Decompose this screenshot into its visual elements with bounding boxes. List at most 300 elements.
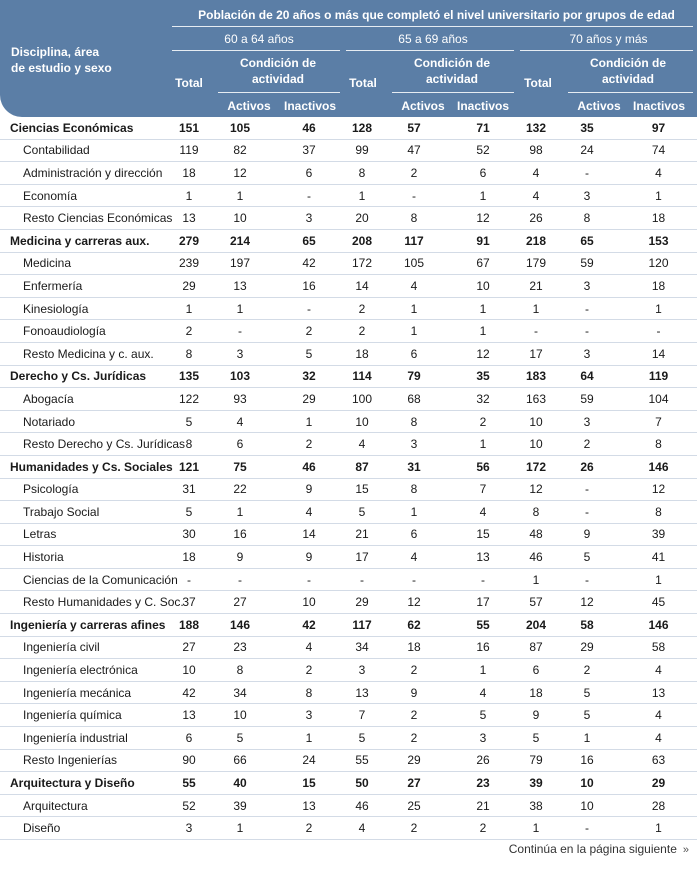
table-cell: 98	[518, 139, 554, 162]
table-cell: 12	[448, 342, 518, 365]
table-cell: 1	[620, 568, 697, 591]
category-row	[0, 365, 697, 388]
table-cell: 214	[206, 229, 274, 252]
table-cell: 55	[344, 749, 380, 772]
table-row	[0, 727, 697, 750]
table-cell: 10	[344, 410, 380, 433]
table-cell: 5	[554, 681, 620, 704]
table-row	[0, 817, 697, 840]
table-cell: 135	[172, 365, 206, 388]
table-cell: 8	[554, 207, 620, 230]
table-cell: 41	[620, 546, 697, 569]
total-label-3: Total	[524, 76, 552, 90]
table-cell: 2	[448, 817, 518, 840]
inactivos-label-1: Inactivos	[283, 99, 337, 113]
table-cell: 7	[344, 704, 380, 727]
table-cell: 1	[518, 297, 554, 320]
table-cell: 13	[172, 704, 206, 727]
table-row	[0, 252, 697, 275]
table-cell: 8	[380, 410, 448, 433]
row-label-line1: Disciplina, área	[11, 45, 100, 59]
table-cell: 104	[620, 388, 697, 411]
table-cell: 4	[344, 433, 380, 456]
row-label: Notariado	[0, 410, 172, 433]
table-cell: 2	[380, 817, 448, 840]
condicion-label-1b: actividad	[251, 72, 305, 86]
table-cell: 8	[172, 342, 206, 365]
table-cell: 29	[172, 275, 206, 298]
table-row	[0, 568, 697, 591]
table-row	[0, 184, 697, 207]
table-cell: 1	[274, 727, 344, 750]
table-cell: 55	[448, 614, 518, 637]
table-cell: 2	[380, 162, 448, 185]
table-cell: 99	[344, 139, 380, 162]
table-cell: 4	[620, 704, 697, 727]
table-cell: -	[554, 568, 620, 591]
table-cell: 16	[448, 636, 518, 659]
table-cell: 119	[172, 139, 206, 162]
table-cell: 9	[274, 478, 344, 501]
super-title: Población de 20 años o más que completó el nivel universitario por grupos de edad	[198, 8, 675, 22]
table-cell: 2	[274, 433, 344, 456]
table-cell: 218	[518, 229, 554, 252]
row-label: Medicina	[0, 252, 172, 275]
table-cell: 6	[172, 727, 206, 750]
table-cell: 8	[344, 162, 380, 185]
category-row	[0, 614, 697, 637]
table-cell: 1	[172, 297, 206, 320]
table-cell: 2	[554, 659, 620, 682]
table-cell: 4	[518, 162, 554, 185]
row-label: Enfermería	[0, 275, 172, 298]
table-cell: 39	[620, 523, 697, 546]
group-divider-1	[172, 50, 340, 51]
condicion-label-3b: actividad	[601, 72, 655, 86]
table-cell: 117	[344, 614, 380, 637]
table-cell: 1	[448, 184, 518, 207]
table-cell: 65	[274, 229, 344, 252]
table-cell: -	[518, 320, 554, 343]
table-cell: 279	[172, 229, 206, 252]
table-cell: 13	[206, 275, 274, 298]
table-cell: 32	[274, 365, 344, 388]
table-row	[0, 794, 697, 817]
table-cell: 1	[274, 410, 344, 433]
row-label: Ingeniería y carreras afines	[0, 614, 172, 637]
table-row	[0, 320, 697, 343]
table-cell: 13	[172, 207, 206, 230]
table-cell: 18	[380, 636, 448, 659]
table-cell: 14	[274, 523, 344, 546]
table-cell: 12	[554, 591, 620, 614]
condicion-label-2a: Condición de	[414, 56, 490, 70]
table-cell: 239	[172, 252, 206, 275]
table-cell: 71	[448, 117, 518, 139]
table-cell: 16	[554, 749, 620, 772]
table-cell: 4	[620, 727, 697, 750]
row-label: Ingeniería civil	[0, 636, 172, 659]
table-cell: 146	[206, 614, 274, 637]
table-cell: 122	[172, 388, 206, 411]
table-cell: 15	[344, 478, 380, 501]
table-cell: 37	[274, 139, 344, 162]
table-cell: 13	[274, 794, 344, 817]
group-title-65-69: 65 a 69 años	[398, 32, 468, 46]
table-cell: 1	[554, 727, 620, 750]
table-cell: 1	[206, 501, 274, 524]
table-cell: 79	[518, 749, 554, 772]
table-cell: 14	[620, 342, 697, 365]
table-cell: 27	[172, 636, 206, 659]
table-cell: 29	[380, 749, 448, 772]
table-cell: 4	[274, 501, 344, 524]
table-cell: 90	[172, 749, 206, 772]
table-cell: 6	[448, 162, 518, 185]
row-label: Resto Derecho y Cs. Jurídicas	[0, 433, 172, 456]
table-cell: 2	[274, 659, 344, 682]
table-cell: 75	[206, 455, 274, 478]
table-cell: 6	[380, 342, 448, 365]
table-cell: 68	[380, 388, 448, 411]
table-cell: 58	[554, 614, 620, 637]
table-row	[0, 546, 697, 569]
table-cell: 172	[344, 252, 380, 275]
row-label: Resto Humanidades y C. Soc.	[0, 591, 172, 614]
table-cell: 66	[206, 749, 274, 772]
table-cell: 151	[172, 117, 206, 139]
table-row	[0, 749, 697, 772]
table-cell: 1	[172, 184, 206, 207]
table-row	[0, 388, 697, 411]
table-cell: 1	[380, 320, 448, 343]
category-row	[0, 772, 697, 795]
table-cell: -	[380, 184, 448, 207]
table-cell: 29	[620, 772, 697, 795]
table-row	[0, 297, 697, 320]
table-cell: 12	[206, 162, 274, 185]
table-cell: 6	[380, 523, 448, 546]
table-cell: 1	[448, 433, 518, 456]
table-cell: 14	[344, 275, 380, 298]
table-cell: -	[274, 297, 344, 320]
table-cell: 179	[518, 252, 554, 275]
table-row	[0, 591, 697, 614]
table-cell: 163	[518, 388, 554, 411]
table-cell: -	[274, 184, 344, 207]
table-cell: 58	[620, 636, 697, 659]
condicion-label-2b: actividad	[425, 72, 479, 86]
table-cell: 132	[518, 117, 554, 139]
data-table	[0, 117, 697, 840]
table-cell: 8	[206, 659, 274, 682]
table-cell: 52	[172, 794, 206, 817]
table-row	[0, 681, 697, 704]
table-cell: 63	[620, 749, 697, 772]
table-cell: 97	[620, 117, 697, 139]
table-cell: 3	[344, 659, 380, 682]
table-cell: -	[206, 568, 274, 591]
table-cell: 6	[518, 659, 554, 682]
row-label: Arquitectura	[0, 794, 172, 817]
total-label-1: Total	[175, 76, 203, 90]
table-cell: 35	[448, 365, 518, 388]
table-cell: 59	[554, 388, 620, 411]
table-cell: 42	[274, 614, 344, 637]
table-cell: 4	[518, 184, 554, 207]
table-row	[0, 433, 697, 456]
table-cell: 22	[206, 478, 274, 501]
table-cell: 79	[380, 365, 448, 388]
table-cell: 1	[206, 184, 274, 207]
table-cell: 42	[274, 252, 344, 275]
table-cell: 12	[620, 478, 697, 501]
table-cell: 18	[620, 207, 697, 230]
table-cell: -	[554, 297, 620, 320]
table-cell: 17	[518, 342, 554, 365]
table-cell: 18	[518, 681, 554, 704]
table-cell: -	[380, 568, 448, 591]
table-cell: 18	[172, 546, 206, 569]
table-row	[0, 636, 697, 659]
table-cell: 9	[518, 704, 554, 727]
group-divider-2	[346, 50, 514, 51]
table-cell: 26	[554, 455, 620, 478]
activos-label-1: Activos	[227, 99, 271, 113]
table-cell: 4	[380, 275, 448, 298]
table-cell: 55	[172, 772, 206, 795]
row-label: Ciencias de la Comunicación	[0, 568, 172, 591]
table-cell: 146	[620, 455, 697, 478]
continue-text: Continúa en la página siguiente	[508, 842, 677, 856]
row-label: Administración y dirección	[0, 162, 172, 185]
table-row	[0, 523, 697, 546]
table-cell: 5	[274, 342, 344, 365]
row-label: Abogacía	[0, 388, 172, 411]
table-cell: 3	[554, 410, 620, 433]
table-cell: 87	[344, 455, 380, 478]
table-cell: 10	[172, 659, 206, 682]
table-cell: 4	[380, 546, 448, 569]
table-cell: 3	[448, 727, 518, 750]
table-cell: 29	[344, 591, 380, 614]
row-label: Humanidades y Cs. Sociales	[0, 455, 172, 478]
table-cell: 13	[344, 681, 380, 704]
table-cell: 1	[380, 501, 448, 524]
table-row	[0, 275, 697, 298]
table-cell: 37	[172, 591, 206, 614]
inactivos-label-2: Inactivos	[456, 99, 510, 113]
table-cell: 42	[172, 681, 206, 704]
table-header	[0, 0, 697, 117]
table-cell: 114	[344, 365, 380, 388]
table-cell: 2	[274, 320, 344, 343]
row-label: Letras	[0, 523, 172, 546]
table-cell: 39	[518, 772, 554, 795]
table-cell: 8	[380, 207, 448, 230]
table-cell: 3	[554, 342, 620, 365]
category-row	[0, 229, 697, 252]
table-cell: 2	[380, 704, 448, 727]
table-cell: 5	[344, 727, 380, 750]
table-cell: 1	[620, 184, 697, 207]
table-cell: 48	[518, 523, 554, 546]
table-cell: 4	[448, 501, 518, 524]
table-cell: 13	[620, 681, 697, 704]
table-cell: 121	[172, 455, 206, 478]
row-label-line2: de estudio y sexo	[11, 61, 112, 75]
table-cell: 46	[274, 117, 344, 139]
table-cell: 24	[274, 749, 344, 772]
table-cell: 28	[620, 794, 697, 817]
table-cell: 15	[448, 523, 518, 546]
table-cell: 3	[554, 275, 620, 298]
table-cell: 2	[172, 320, 206, 343]
category-row	[0, 117, 697, 139]
table-cell: 204	[518, 614, 554, 637]
table-row	[0, 478, 697, 501]
row-label: Ciencias Económicas	[0, 117, 172, 139]
table-cell: 87	[518, 636, 554, 659]
table-row	[0, 704, 697, 727]
table-cell: 91	[448, 229, 518, 252]
table-cell: 32	[448, 388, 518, 411]
table-cell: 26	[518, 207, 554, 230]
table-cell: 1	[206, 297, 274, 320]
table-cell: 5	[554, 704, 620, 727]
table-cell: 1	[518, 817, 554, 840]
table-cell: 5	[172, 501, 206, 524]
table-cell: 10	[554, 794, 620, 817]
table-row	[0, 501, 697, 524]
table-cell: 10	[206, 207, 274, 230]
row-label: Resto Medicina y c. aux.	[0, 342, 172, 365]
table-cell: 5	[448, 704, 518, 727]
table-cell: 183	[518, 365, 554, 388]
table-cell: 1	[448, 659, 518, 682]
table-cell: 46	[274, 455, 344, 478]
table-cell: 2	[380, 659, 448, 682]
table-cell: 18	[620, 275, 697, 298]
table-cell: 16	[274, 275, 344, 298]
table-cell: 40	[206, 772, 274, 795]
table-cell: 7	[620, 410, 697, 433]
table-cell: 67	[448, 252, 518, 275]
table-cell: 1	[620, 817, 697, 840]
table-cell: 8	[518, 501, 554, 524]
table-cell: 105	[206, 117, 274, 139]
table-cell: 2	[344, 297, 380, 320]
row-label: Ingeniería química	[0, 704, 172, 727]
table-cell: -	[206, 320, 274, 343]
row-label: Economía	[0, 184, 172, 207]
table-cell: 15	[274, 772, 344, 795]
table-cell: -	[448, 568, 518, 591]
row-label: Arquitectura y Diseño	[0, 772, 172, 795]
table-cell: 59	[554, 252, 620, 275]
table-cell: 18	[172, 162, 206, 185]
table-cell: 10	[518, 433, 554, 456]
row-label: Derecho y Cs. Jurídicas	[0, 365, 172, 388]
table-row	[0, 139, 697, 162]
table-cell: 146	[620, 614, 697, 637]
row-label: Historia	[0, 546, 172, 569]
table-cell: -	[554, 162, 620, 185]
table-cell: 34	[344, 636, 380, 659]
table-cell: 105	[380, 252, 448, 275]
row-label: Diseño	[0, 817, 172, 840]
table-cell: 5	[344, 501, 380, 524]
table-cell: 62	[380, 614, 448, 637]
table-row	[0, 659, 697, 682]
table-cell: 172	[518, 455, 554, 478]
table-cell: 8	[620, 501, 697, 524]
table-cell: -	[344, 568, 380, 591]
group-title-70-plus: 70 años y más	[569, 32, 648, 46]
table-cell: 34	[206, 681, 274, 704]
table-cell: 10	[274, 591, 344, 614]
table-cell: 30	[172, 523, 206, 546]
table-cell: 4	[620, 162, 697, 185]
continue-note	[509, 842, 689, 856]
table-cell: 12	[380, 591, 448, 614]
group-title-60-64: 60 a 64 años	[224, 32, 294, 46]
table-cell: 46	[344, 794, 380, 817]
condicion-label-1a: Condición de	[240, 56, 316, 70]
table-cell: 119	[620, 365, 697, 388]
table-cell: 3	[206, 342, 274, 365]
table-cell: 2	[554, 433, 620, 456]
table-cell: -	[620, 320, 697, 343]
table-cell: 208	[344, 229, 380, 252]
table-cell: 9	[274, 546, 344, 569]
table-cell: 4	[448, 681, 518, 704]
table-cell: 1	[448, 297, 518, 320]
table-row	[0, 162, 697, 185]
table-cell: 35	[554, 117, 620, 139]
category-row	[0, 455, 697, 478]
table-cell: 3	[172, 817, 206, 840]
table-cell: -	[274, 568, 344, 591]
table-cell: 21	[448, 794, 518, 817]
table-cell: 5	[172, 410, 206, 433]
row-label: Resto Ciencias Económicas	[0, 207, 172, 230]
table-cell: 27	[206, 591, 274, 614]
table-cell: 9	[380, 681, 448, 704]
inactivos-label-3: Inactivos	[632, 99, 686, 113]
table-cell: -	[172, 568, 206, 591]
activos-label-2: Activos	[401, 99, 445, 113]
table-cell: 31	[172, 478, 206, 501]
table-cell: 23	[448, 772, 518, 795]
table-cell: 64	[554, 365, 620, 388]
table-cell: 56	[448, 455, 518, 478]
table-cell: 3	[274, 207, 344, 230]
row-label: Kinesiología	[0, 297, 172, 320]
condicion-divider-2	[392, 92, 514, 93]
table-cell: 7	[448, 478, 518, 501]
row-label: Medicina y carreras aux.	[0, 229, 172, 252]
table-cell: 82	[206, 139, 274, 162]
group-divider-3	[520, 50, 693, 51]
table-cell: 50	[344, 772, 380, 795]
table-cell: 65	[554, 229, 620, 252]
table-cell: 1	[206, 817, 274, 840]
table-cell: -	[554, 320, 620, 343]
row-label: Ingeniería mecánica	[0, 681, 172, 704]
table-cell: 17	[344, 546, 380, 569]
table-cell: 23	[206, 636, 274, 659]
